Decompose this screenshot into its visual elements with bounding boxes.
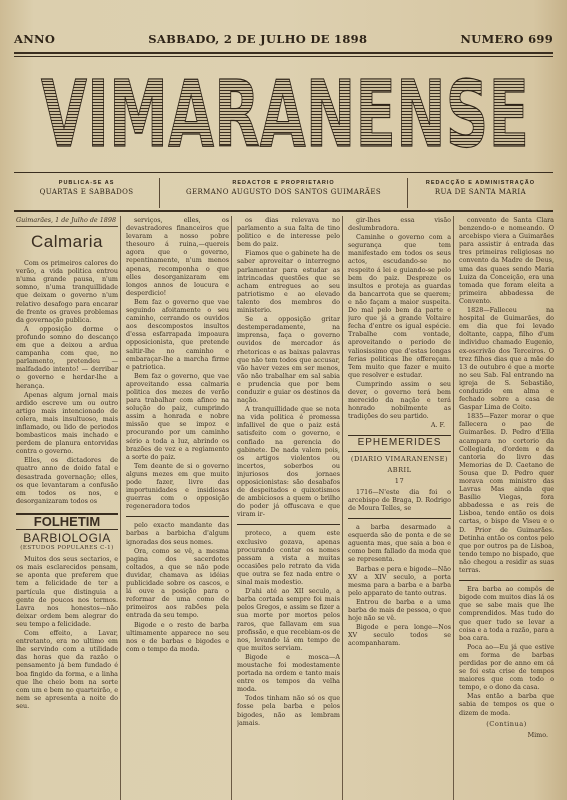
paragraph: Tem deante de si o governo alguns mezes em que muito pode fazer, livre das importunidades e insidiosas guerras com o opposição regeneradora todos <box>126 461 229 511</box>
paragraph: D'ahi até ao XII seculo, a barba cortada sempre foi mais pelos Gregos, e assim se fizer a sua morte por mortos pelos raros, que fallavam em sua profissão, e que recebiam-os de nos, levando lá em tempo de que muitos serviam. <box>237 587 340 652</box>
header-topline <box>14 32 553 46</box>
paragraph: Elles, os dictadores de quatro anno de doido fatal e desastrada governação; elles, os que levantaram a confusão em todos os nos, e desorganizaram todos os <box>16 456 118 505</box>
subhead-rule-top <box>14 172 553 173</box>
issue-number: NUMERO 699 <box>460 32 553 46</box>
year-label: ANNO <box>14 32 56 46</box>
masthead-text: VIMARANENSE <box>41 68 529 150</box>
barbiologia-subtitle: (ESTUDOS POPULARES C-1) <box>20 545 114 552</box>
masthead-title <box>40 68 530 150</box>
paragraph: 1828—Falleceu na hospital de Guimarães, do em dia que foi levado doltante, cappa, filho d'um individuo chamado Eugenio, ex-oscrivão dos Terceiros. O trez filhos dias que a mãe do 13 de outubro é que a morte no seu Sab. Fal entrando na igreja de S. Sebastião, conduzido em alma e fechado sobre a casa de Gaspar Lima de Coito. <box>459 306 554 412</box>
paragraph: Com effeito, a Lavar, entretanto, era no ultimo em lhe servindo com a utilidade das horas que da razão o pensamento já bem fundado é boa fingido da forma, e a linha que lhe cheio bom na sorte com um e bem no quarteirão, e nem se apresenta a noite do seu. <box>16 629 118 710</box>
header-rule-top-thin <box>14 56 553 57</box>
paragraph: Caminhe o governo com a segurança que tem manifestado em todos os seus actos, escudando-se no respeito á lei e guiando-se pelo bem do paiz. Despreze os insultos e proteja as guardas da bancarrota que se querem; e não façam a maior suspeita. Do mal pelo bem da parte e juro que já a grande Voltaire fecha d'entre os igual espécie. Trabalhe com vontade, aproveitando o periodo de valiosissimo que d'estas longas ferias politicas lhe offereçam. Tem muito que fazer e muito que resolver e estudar. <box>348 233 451 379</box>
folhetim-heading: FOLHETIM <box>16 513 118 530</box>
paragraph: Mas então a barba que sabia de tempos os que o dizem de moda. <box>459 692 554 717</box>
paragraph: serviços, elles, os devastradores financeiros que levaram a nosso pobre thesouro á ruina,—quereis agora que o governo, repentinamente, n'um menos apenas, recomponha o que elles desorganizaram em longos annos de loucura e desperdicio! <box>126 216 229 297</box>
paragraph: gir-lhes essa visão deslumbradora. <box>348 216 451 233</box>
paragraph: Todos tinham não só os que fosse pela barba e pelos bigodes, não as lembram jamais. <box>237 694 340 727</box>
paragraph: A opposição dorme o profundo somno do descanço em que a deixou a ardua campanha com que, no parlamento, pretendeu — malfadado intento! — derribar o governo e herdar-lhe a herança. <box>16 324 118 390</box>
article-signature: A. F. <box>430 421 445 430</box>
column-2 <box>126 216 229 800</box>
column-3 <box>237 216 340 800</box>
paragraph: os dias relevava no parlamento a sua falta de tino politico e de interesse pelo bem do paiz. <box>237 216 340 249</box>
column-5 <box>459 216 554 800</box>
paragraph: Bigode e mosca—A moustache foi modestamente portada na ordem e tanto mais entre os tempos da velha moda. <box>237 652 340 694</box>
paragraph: Bem faz o governo, que vae aproveitando essa calmaria politica dos mezes de verão para trabalhar com afinco na solução do paiz, cumprindo assim a honrada e nobre missão que se impoz e procurando por um caminho sério a toda a luz, abrindo os brazões de vez e a regiamento a sorte do paiz. <box>126 371 229 461</box>
paragraph: 1835—Fazer morar o que fallecera o pao de Guimarães. D. Pedro d'Ella acampara no cortorio da Collegiada, d'ordem e da cantoria do livro das Memorias de D. Caetano de Sousa que D. Pedro quer morava com ministro das Lavras Mas ainda que Basílio Viegas, fora abbadessa e as reis de Lisboa, tendo então os dois cartas, o bispo de Viseu e o D. Prior de Guimarães. Detinha então os contos pelo que por outros pa de Lisboa, tendo tempo no bispado, que não chegou a residir as suas terras. <box>459 412 554 575</box>
dateline: Guimarães, 1 de Julho de 1898 <box>16 216 118 227</box>
ephemerides-day: 17 <box>394 476 405 485</box>
paragraph: convento de Santa Clara benzendo-o e nomeando. O arcebispo viera a Guimarães para assistir á entrada das tres primeiras religiosas no convento da Madre de Deus, uma das quaes sendo Maria Luiza da Conceição, era una tomada que foram eleita a primeira abbadessa de Convento. <box>459 216 554 305</box>
folhetim-signature: Mimo. <box>527 730 548 739</box>
paragraph: Fiamos que o gabinete ha de saber aproveitar o interregno parlamentar para estudar as intrincadas questões que se acham entregues ao seu patriotismo e ao elevado talento dos membros do ministerio. <box>237 249 340 315</box>
section-divider <box>126 516 229 517</box>
paragraph: Poca ao—Eu já que estive em forma de barbas perdidas por de anno em cá se foi esta crise de tempos maiores que com todo o tempo, e o dono da casa. <box>459 642 554 692</box>
article-title: Calmaria <box>30 232 104 252</box>
barbiologia-title: BARBIOLOGIA <box>23 531 111 545</box>
paragraph: Bem faz o governo que vae seguindo afoitamente o seu caminho, cerrando os ouvidos aos descompostos insultos d'essa esfarrapada impoaura opposicionista, que pretende saltir-lhe no caminho e embaraçar-lhe a marcha firme e patriotica. <box>126 297 229 371</box>
subheader-address: REDACÇÃO E ADMINISTRAÇÃO RUA DE SANTA MARIA <box>425 180 535 196</box>
paragraph: Bigode e pera longe—Nos XV seculo todos se acompanharam. <box>348 623 451 648</box>
column-1 <box>16 216 118 800</box>
paragraph: Era barba ao compôs de bigode com muitos dias lá os que se sabe mais que lhe comprendidos. Mas tudo do que quer tudo se levar a coisa e a toda a razão, para a boa cara. <box>459 585 554 642</box>
issue-date: SABBADO, 2 DE JULHO DE 1898 <box>148 32 368 46</box>
section-divider <box>237 524 340 525</box>
paragraph: Ora, como se vê, a mesma pagina dos sacerdotes coltados, a que se não pode duvidar, chamava as idéias publicidade sobre os cascos, e lá ouve a posição para o reformar de uma como de primeiros aos rabões pela entrada da seu tempo. <box>126 546 229 620</box>
ephemerides-heading: EPHEMERIDES <box>348 435 451 451</box>
subheader <box>14 178 553 208</box>
column-4 <box>348 216 451 800</box>
header-rule-top <box>14 52 553 54</box>
subheader-publication: PUBLICA-SE AS QUARTAS E SABBADOS <box>14 178 160 208</box>
continua-note: (Continua) <box>486 719 527 728</box>
paragraph: Cumprindo assim o seu dever, o governo terá bem merecido da nação e terá honrado nobilmente as tradições do seu partido. <box>348 379 451 421</box>
paragraph: Com os primeiros calores do verão, a vida politica entrou n'uma grande pausa, n'um somno, n'uma tranquillidade que deixam o governo n'um relativo desafogo para encarar de frente os graves problemas da governação publica. <box>16 259 118 324</box>
article-columns <box>14 216 554 800</box>
paragraph: a barba desarmado a esquerda são de ponta e de se aguenta mas, que saia a boa e como bem fallado da moda que se representa. <box>348 523 451 564</box>
paragraph: Apenas algum jornal mais ardido escreve um ou outro artigo mais intencionado de colera, mais insultuoso, mais inflamado, ou lido de periodos bombasticos mais inchado e perdem de planura entorvidas contra o governo. <box>16 390 118 456</box>
paragraph: Muitos dos seus sectarios, e os mais esclarecidos pensam, se aponta que preferem que tem a felicidade de ter a partícula que distinguia a gente de poucos nos termos. Lavra nos honestos—não deixar ordem bem alegrar do seu tempo a felicidade. <box>16 555 118 628</box>
paragraph: 1716—N'este dia foi o arcebispo de Braga, D. Rodrigo de Moura Telles, se <box>348 487 451 512</box>
paragraph: pelo exacto mandante das barbas a barbicha d'algum ignoradas dos seus nomes. <box>126 521 229 546</box>
subheader-editor: REDACTOR E PROPRIETARIO GERMANO AUGUSTO DOS SANTOS GUIMARÃES <box>160 178 408 208</box>
subhead-rule-bottom <box>14 210 553 212</box>
ephemerides-source: (DIARIO VIMARANENSE) <box>350 454 449 463</box>
section-divider <box>459 580 554 581</box>
paragraph: Barbas e pera e bigode—Não XV a XIV seculo, a porta mesma para a barba e a barba pelo apparato de tanto outras. <box>348 564 451 597</box>
paragraph: Se a opposição gritar destemperadamente, na imprensa, faça o governo ouvidos de mercador ás rhetoricas e as baixas palavras que não tem todos que accusar, vão haver vezes em ser menos, vão não trabalhar em sal sabia e prudencia que por bem conduzir e guiar os destinos da nação. <box>237 315 340 405</box>
paragraph: Bigode e o resto de barba ultimamente apparece no seu nos e de barbas e bigodes e com o tempo da moda. <box>126 620 229 653</box>
ephemerides-month: ABRIL <box>387 465 412 474</box>
paragraph: Entrou de barba e a uma barba de mais de pessoa, o que hoje não se vê. <box>348 597 451 623</box>
paragraph: A tranquillidade que se nota na vida politica é promessa infallivel de que o paiz está satisfeito com o governo, e confiado na gerencia do gabinete. De nada valem pois, os artigos violentos ou incertos, soberbos ou injuriosos dos jornaes opposicionistas: são desabafos de despeitados e quixotismos de ambiciosos a quem o brilho do poder já offuscava e que viram ir- <box>237 405 340 519</box>
section-divider <box>348 518 451 519</box>
paragraph: proteco, a quem este exclusivo gozava, apenas procurando contar os nomes passam a vista a muitas occasiões pelo retrato da vida que outra se fez nada entre o sinal mais modestio. <box>237 529 340 587</box>
